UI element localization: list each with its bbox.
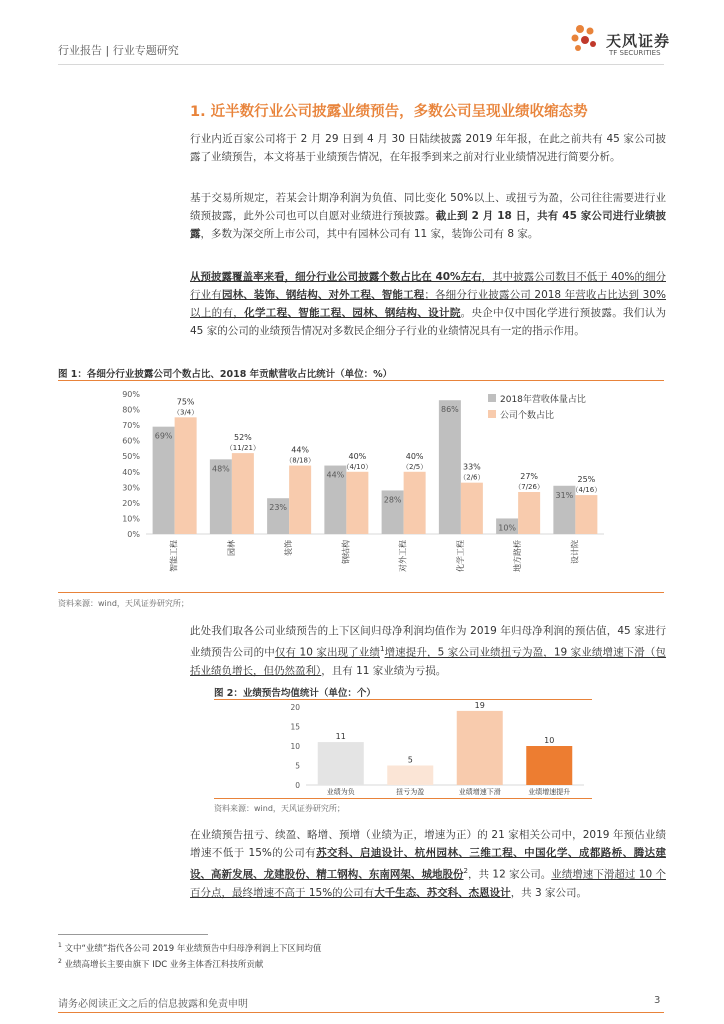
bar-company-share <box>404 472 426 534</box>
y-tick-label: 60% <box>122 436 140 446</box>
x-tick-label: 装饰 <box>284 540 294 556</box>
bar-count <box>457 711 503 785</box>
y-tick-label: 0 <box>295 781 300 790</box>
y-tick-label: 15 <box>290 722 300 732</box>
footnote-divider <box>58 934 208 935</box>
section-title: 1. 近半数行业公司披露业绩预告，多数公司呈现业绩收缩态势 <box>190 104 588 120</box>
bar-company-share <box>461 483 483 534</box>
p2-bold: 截止到 2 月 18 日，共有 45 家公司进行业绩披露 <box>190 210 666 240</box>
footnote-1 <box>58 942 321 954</box>
header-breadcrumb: 行业报告 | 行业专题研究 <box>58 44 179 57</box>
paragraph-3 <box>190 268 666 340</box>
p2-tail: ，多数为深交所上市公司，其中有园林公司有 11 家，装饰公司有 8 家。 <box>200 228 539 240</box>
data-label-revenue: 86% <box>440 405 459 415</box>
bar-count <box>387 766 433 786</box>
x-tick-label: 业绩为负 <box>326 788 355 796</box>
data-label-revenue: 69% <box>154 431 173 441</box>
bar-count <box>318 742 364 785</box>
y-tick-label: 20% <box>122 498 140 508</box>
data-sublabel-company: （4/10） <box>342 462 373 471</box>
bar-company-share <box>346 472 368 534</box>
y-tick-label: 50% <box>122 452 140 462</box>
p4-t1: 此处我们取各公司业绩预告的上下区间归母净利润均值作为 2019 年归母净利润的预估值，45 家进行业绩预告公司的中 <box>190 625 666 659</box>
footnote-ref-1: 1 <box>380 645 385 653</box>
p5-t3: ，共 3 家公司。 <box>510 886 588 899</box>
figure-1-rule-bottom <box>58 592 664 593</box>
paragraph-4 <box>190 622 666 680</box>
footnote-1-text: 文中“业绩”指代各公司 2019 年业绩预告中归母净利润上下区间均值 <box>64 944 322 954</box>
figure-1-rule <box>58 380 664 381</box>
bar-company-share <box>175 417 197 534</box>
bar-count <box>526 746 572 785</box>
data-sublabel-company: （3/4） <box>172 408 199 417</box>
data-label-company: 40% <box>405 451 424 461</box>
data-label-count: 5 <box>407 755 413 765</box>
footnote-ref-2: 2 <box>463 867 469 875</box>
p3-t2: ；各细分行业披露公司 2018 年营收占比达到 30%以上的有， <box>190 289 667 319</box>
footnote-2-mark: 2 <box>58 958 62 966</box>
x-tick-label: 智能工程 <box>169 540 179 572</box>
y-tick-label: 10 <box>290 742 300 751</box>
p5-b2: 大千生态、苏交科、杰恩设计 <box>374 886 511 899</box>
x-tick-label: 钢结构 <box>341 540 351 564</box>
data-sublabel-company: （11/21） <box>225 444 260 453</box>
page-number: 3 <box>654 995 661 1006</box>
footnote-1-mark: 1 <box>58 942 62 950</box>
paragraph-1: 行业内近百家公司将于 2 月 29 日到 4 月 30 日陆续披露 2019 年年报，在此之前共有 45 家公司披露了业绩预告，本文将基于业绩预告情况，在年报季到来之前对行业业绩情况进行简要分析。 <box>190 133 666 163</box>
p5-t2: ，共 12 家公司。 <box>468 868 552 881</box>
data-label-revenue: 28% <box>383 495 402 505</box>
y-tick-label: 90% <box>122 390 140 399</box>
y-tick-label: 70% <box>122 421 140 431</box>
y-tick-label: 80% <box>122 405 140 415</box>
y-tick-label: 5 <box>295 761 300 771</box>
bar-company-share <box>289 466 311 534</box>
logo-icon <box>566 20 606 60</box>
paragraph-2 <box>190 189 666 243</box>
paragraph-5 <box>190 826 666 902</box>
data-label-company: 33% <box>462 462 481 472</box>
p5-u1: 业绩增速下滑超过 10 个百分点，最终增速不高于 15%的公司有 <box>190 868 666 899</box>
figure-2-source: 资料来源：wind，天风证券研究所； <box>214 804 345 813</box>
p5-t1: 在业绩预告扭亏、续盈、略增、预增（业绩为正，增速为正）的 21 家相关公司中，2019 年预估业绩增速不低于 15%的公司有 <box>190 829 666 859</box>
figure-2-chart <box>214 701 592 797</box>
header-divider <box>58 64 664 65</box>
data-label-company: 25% <box>577 475 596 485</box>
footer-disclaimer: 请务必阅读正文之后的信息披露和免责申明 <box>58 999 248 1010</box>
p4-u2: 增速提升，5 家公司业绩扭亏为盈，19 家业绩增速下滑（包括业绩负增长，但仍然盈利） <box>190 646 667 677</box>
x-tick-label: 地方路桥 <box>513 540 523 572</box>
p2-text: 基于交易所规定，若某会计期净利润为负值、同比变化 50%以上、或扭亏为盈，公司往往需要进行业绩预披露，此外公司也可以自愿对业绩进行预披露。 <box>190 192 666 222</box>
data-label-company: 27% <box>520 472 539 481</box>
y-tick-label: 30% <box>122 483 140 493</box>
footnote-2-text: 业绩高增长主要由旗下 IDC 业务主体香江科技所贡献 <box>64 960 264 970</box>
p4-u1: 仅有 10 家出现了业绩 <box>274 646 380 659</box>
data-label-revenue: 48% <box>211 464 230 474</box>
data-label-count: 11 <box>335 732 346 742</box>
y-tick-label: 0% <box>127 530 140 539</box>
p3-b3: 化学工程、智能工程、园林、钢结构、设计院 <box>244 307 461 319</box>
data-sublabel-company: （4/16） <box>571 486 602 495</box>
p3-t1: ，其中披露公司数目不低于 40%的细分行业有 <box>190 271 666 301</box>
bar-revenue-share <box>153 427 175 534</box>
bar-company-share <box>575 495 597 534</box>
x-tick-label: 对外工程 <box>398 540 408 572</box>
p5-b1: 苏交科、启迪设计、杭州园林、三维工程、中国化学、成都路桥、腾达建设、高新发展、龙建股份、精工钢构、东南网架、城地股份 <box>190 847 666 881</box>
data-sublabel-company: （2/5） <box>401 462 428 471</box>
figure-2-caption: 图 2：业绩预告均值统计（单位：个） <box>214 688 376 699</box>
data-label-revenue: 44% <box>326 470 345 480</box>
x-tick-label: 设计院 <box>570 540 580 564</box>
footer-divider <box>58 1012 664 1013</box>
data-label-company: 52% <box>233 433 252 443</box>
data-label-count: 10 <box>544 736 555 745</box>
data-label-count: 19 <box>474 701 485 710</box>
figure-1-source: 资料来源：wind，天风证券研究所； <box>58 599 189 608</box>
bar-revenue-share <box>439 400 461 534</box>
x-tick-label: 业绩增速提升 <box>528 788 571 796</box>
y-tick-label: 20 <box>290 703 300 712</box>
figure-2-rule-bottom <box>214 798 592 799</box>
p3-b2: 园林、装饰、钢结构、对外工程、智能工程 <box>221 289 425 301</box>
figure-1-caption: 图 1：各细分行业披露公司个数占比、2018 年贡献营收占比统计（单位：%） <box>58 369 393 380</box>
data-label-company: 75% <box>176 397 195 407</box>
data-sublabel-company: （2/6） <box>459 473 485 482</box>
legend-label: 2018年营收体量占比 <box>500 395 586 405</box>
x-tick-label: 园林 <box>226 540 236 556</box>
data-label-revenue: 10% <box>498 523 517 533</box>
logo-subtext: TF SECURITIES <box>609 49 661 57</box>
data-label-revenue: 31% <box>555 490 574 500</box>
p3-b1: 从预披露覆盖率来看，细分行业公司披露个数占比在 40%左右 <box>190 271 482 283</box>
p4-t2: ，且有 11 家业绩为亏损。 <box>321 664 447 677</box>
bar-company-share <box>518 492 540 534</box>
x-tick-label: 化学工程 <box>455 540 465 572</box>
legend-swatch <box>488 410 496 418</box>
footnote-2 <box>58 958 263 970</box>
legend-label: 公司个数占比 <box>500 411 555 421</box>
y-tick-label: 10% <box>122 514 140 524</box>
p3-t3: 。央企中仅中国化学进行预披露。我们认为 45 家的公司的业绩预告情况对多数民企细分子行业的业绩情况具有一定的指示作用。 <box>190 307 667 337</box>
logo-text: 天风证券 <box>606 32 671 50</box>
y-tick-label: 40% <box>122 467 140 477</box>
data-label-company: 40% <box>348 451 367 461</box>
bar-company-share <box>232 453 254 534</box>
data-sublabel-company: （7/26） <box>514 483 544 491</box>
x-tick-label: 业绩增速下滑 <box>458 788 501 796</box>
data-label-revenue: 23% <box>269 503 288 513</box>
x-tick-label: 扭亏为盈 <box>396 788 425 796</box>
data-label-company: 44% <box>291 445 310 455</box>
legend-swatch <box>488 394 496 402</box>
data-sublabel-company: （8/18） <box>285 456 315 465</box>
figure-1-chart <box>58 382 664 592</box>
figure-2-rule <box>214 699 592 700</box>
